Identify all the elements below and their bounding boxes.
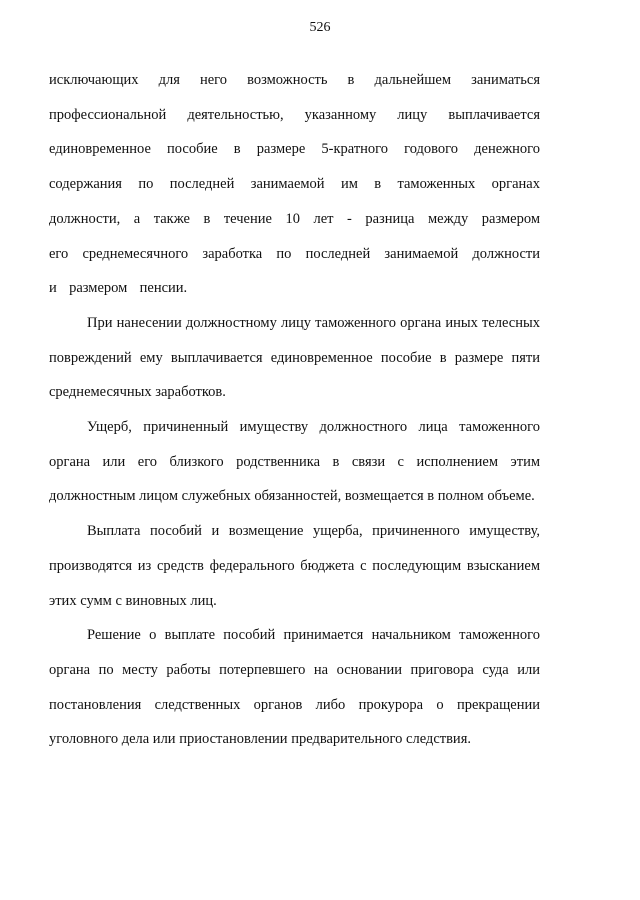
- paragraph-5: Решение о выплате пособий принимается начальником таможенного органа по месту работы потерпевшего на основании приговора суда или постановления следственных органов либо прокурора о прекращении уголовного дела или приостановлении предварительного следствия.: [49, 627, 540, 748]
- document-body: [49, 63, 540, 757]
- page-number: 526: [309, 20, 331, 35]
- paragraph-3: Ущерб, причиненный имуществу должностного лица таможенного органа или его близкого родственника в связи с исполнением этим должностным лицом служебных обязанностей, возмещается в полном объеме.: [49, 419, 540, 505]
- paragraph-2: При нанесении должностному лицу таможенного органа иных телесных повреждений ему выплачивается единовременное пособие в размере пяти среднемесячных заработков.: [49, 314, 540, 401]
- paragraph-1: исключающих для него возможность в дальнейшем заниматься профессиональной деятельностью, указанному лицу выплачивается единовременное пособие в размере 5-кратного годового денежного содержания по последней занимаемой им в таможенных органах должности, а также в течение 10 лет - разница между размером его среднемесячного заработка по последней занимаемой должности и размером пенсии.: [49, 72, 540, 297]
- paragraph-4: Выплата пособий и возмещение ущерба, причиненного имуществу, производятся из средств федерального бюджета с последующим взысканием этих сумм с виновных лиц.: [49, 523, 540, 609]
